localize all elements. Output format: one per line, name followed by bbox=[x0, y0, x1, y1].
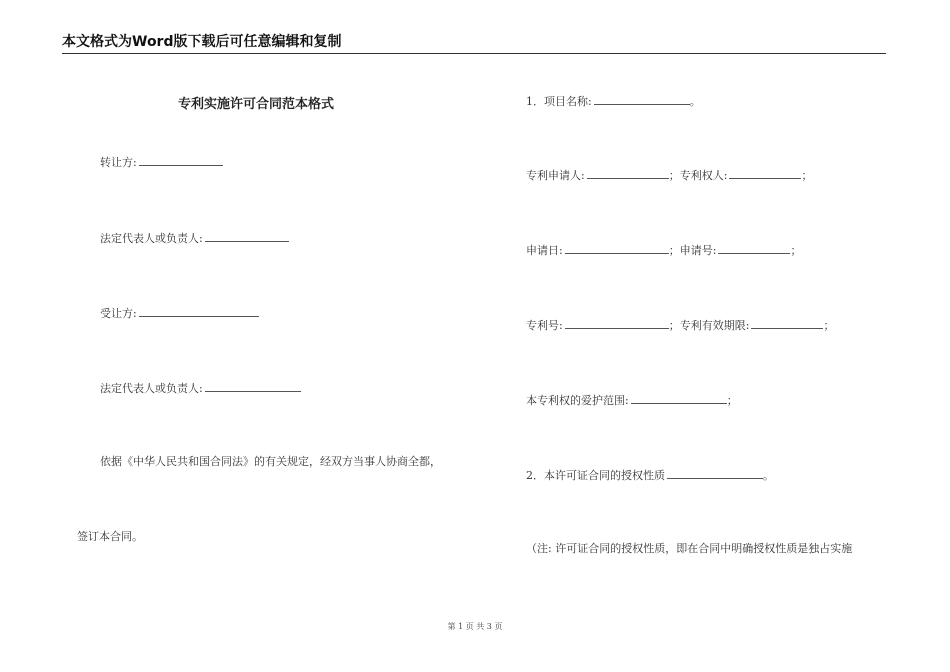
legal-rep-label-1: 法定代表人或负责人: bbox=[100, 232, 203, 245]
separator: ； bbox=[668, 319, 680, 332]
patentee-label: 专利权人: bbox=[679, 169, 728, 182]
transferor-line bbox=[100, 154, 223, 170]
item2-label: 2．本许可证合同的授权性质 bbox=[526, 469, 665, 482]
legal-rep-blank-2[interactable] bbox=[205, 380, 301, 392]
transferor-blank[interactable] bbox=[139, 154, 223, 166]
item2-line bbox=[526, 467, 774, 483]
patentee-blank[interactable] bbox=[729, 167, 801, 179]
legal-rep-label-2: 法定代表人或负责人: bbox=[100, 382, 203, 395]
item1-end: 。 bbox=[689, 95, 701, 108]
license-nature-blank[interactable] bbox=[667, 467, 763, 479]
application-no-blank[interactable] bbox=[718, 242, 790, 254]
item1-label: 1．项目名称: bbox=[526, 95, 592, 108]
item2-end: 。 bbox=[763, 469, 774, 482]
validity-blank[interactable] bbox=[751, 317, 823, 329]
applicant-blank[interactable] bbox=[587, 167, 669, 179]
patent-no-blank[interactable] bbox=[565, 317, 669, 329]
legal-rep-line-1 bbox=[100, 230, 289, 246]
separator: ； bbox=[668, 169, 680, 182]
applicant-label: 专利申请人: bbox=[526, 169, 585, 182]
filing-date-label: 申请日: bbox=[526, 244, 563, 257]
sign-paragraph: 签订本合同。 bbox=[77, 530, 143, 543]
basis-paragraph: 依据《中华人民共和国合同法》的有关规定，经双方当事人协商全都， bbox=[100, 455, 441, 468]
scope-line bbox=[526, 392, 738, 408]
page-header bbox=[62, 34, 886, 54]
line-end: ； bbox=[801, 169, 813, 182]
scope-blank[interactable] bbox=[631, 392, 727, 404]
filing-line bbox=[526, 242, 801, 258]
page-footer: 第 1 页 共 3 页 bbox=[447, 622, 503, 631]
line-end: ； bbox=[790, 244, 802, 257]
transferee-blank[interactable] bbox=[139, 305, 259, 317]
validity-label: 专利有效期限: bbox=[679, 319, 750, 332]
legal-rep-blank-1[interactable] bbox=[205, 230, 289, 242]
applicant-line bbox=[526, 167, 812, 183]
item1-line bbox=[526, 93, 701, 109]
project-name-blank[interactable] bbox=[594, 93, 690, 105]
filing-date-blank[interactable] bbox=[565, 242, 669, 254]
transferee-line bbox=[100, 305, 259, 321]
line-end: ； bbox=[823, 319, 835, 332]
legal-rep-line-2 bbox=[100, 380, 301, 396]
application-no-label: 申请号: bbox=[679, 244, 717, 257]
line-end: ； bbox=[726, 394, 738, 407]
separator: ； bbox=[668, 244, 680, 257]
patent-no-line bbox=[526, 317, 834, 333]
scope-label: 本专利权的爱护范围: bbox=[526, 394, 629, 407]
note-paragraph: （注: 许可证合同的授权性质，即在合同中明确授权性质是独占实施 bbox=[526, 542, 853, 555]
header-title: 本文格式为Word版下载后可任意编辑和复制 bbox=[62, 34, 342, 50]
transferor-label: 转让方: bbox=[100, 156, 137, 169]
patent-no-label: 专利号: bbox=[526, 319, 563, 332]
transferee-label: 受让方: bbox=[100, 307, 137, 320]
document-title: 专利实施许可合同范本格式 bbox=[178, 97, 335, 112]
